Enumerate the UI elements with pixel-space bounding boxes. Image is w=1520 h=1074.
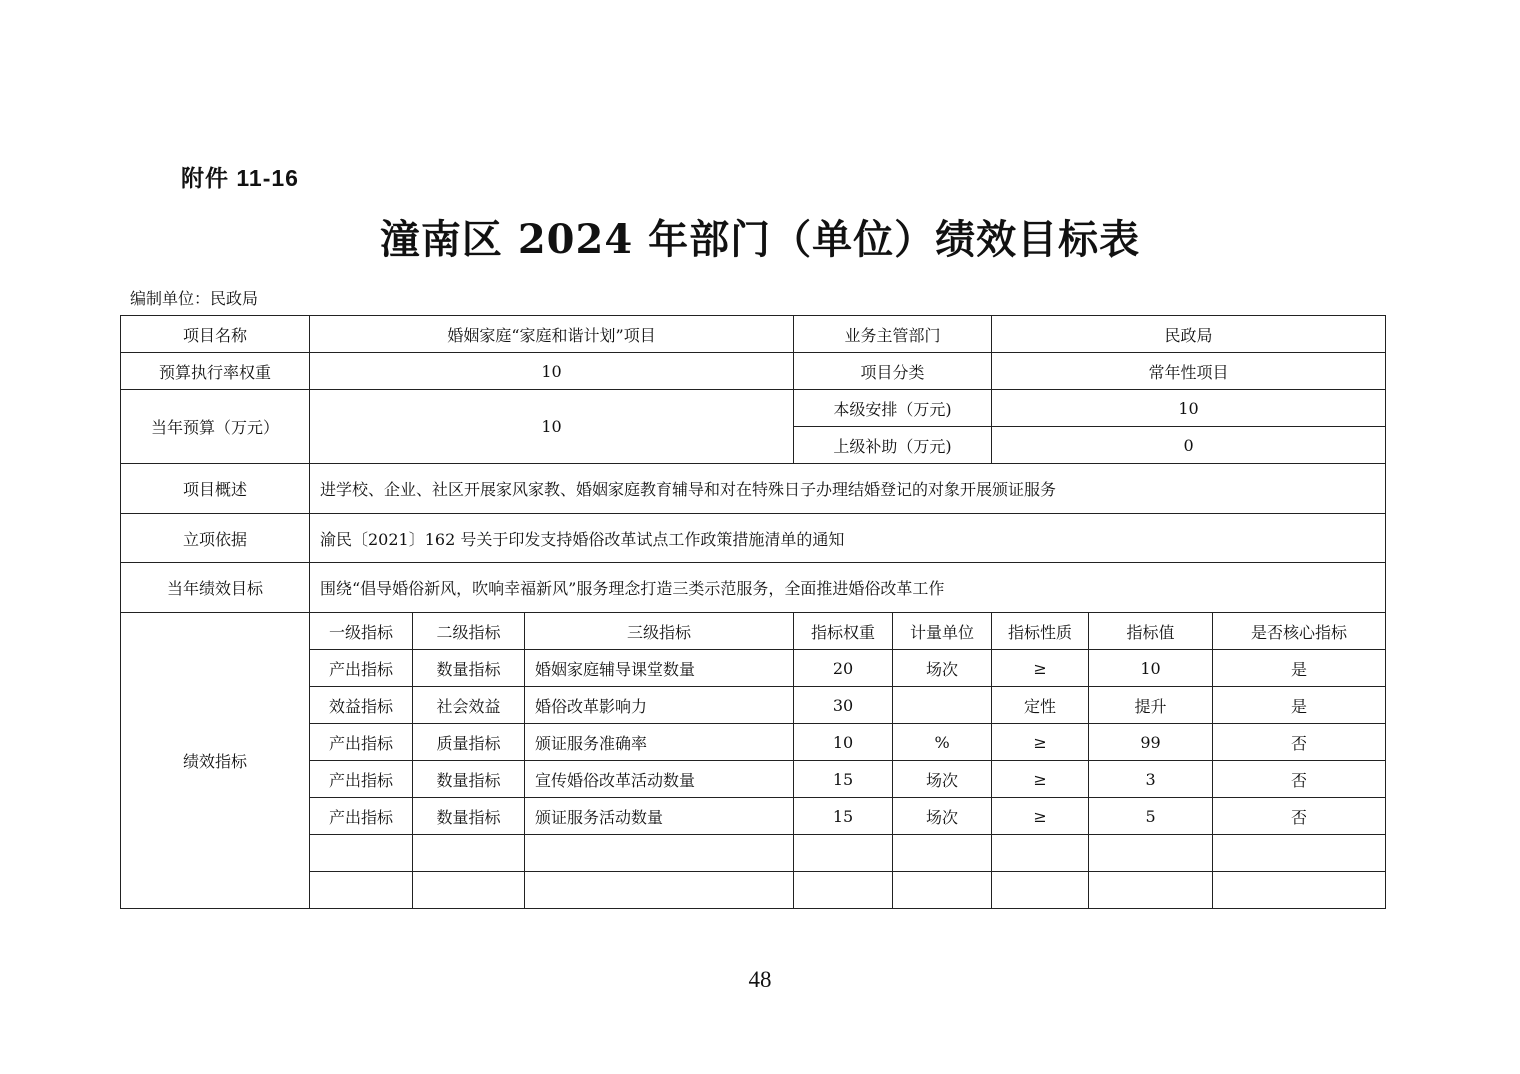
- dept-label: 业务主管部门: [794, 316, 992, 353]
- indicator-row: [121, 724, 1386, 761]
- level1-cell: 产出指标: [310, 798, 413, 835]
- nature-cell: ≥: [992, 761, 1089, 798]
- superior-value: 0: [992, 427, 1386, 464]
- project-name: 婚姻家庭“家庭和谐计划”项目: [310, 316, 794, 353]
- level3-cell: [525, 835, 794, 872]
- indicator-row: [121, 761, 1386, 798]
- indicator-row: [121, 687, 1386, 724]
- basis-label: 立项依据: [121, 514, 310, 563]
- budget-weight-label: 预算执行率权重: [121, 353, 310, 390]
- level3-cell: [525, 872, 794, 909]
- nature-cell: [992, 835, 1089, 872]
- superior-label: 上级补助（万元): [794, 427, 992, 464]
- category-value: 常年性项目: [992, 353, 1386, 390]
- annual-budget-value: 10: [310, 390, 794, 464]
- level3-cell: 婚姻家庭辅导课堂数量: [525, 650, 794, 687]
- value-cell: 提升: [1089, 687, 1213, 724]
- unit-cell: 场次: [893, 650, 992, 687]
- level2-cell: 数量指标: [413, 798, 525, 835]
- row-annual-budget: [121, 390, 1386, 427]
- indicator-header-row: [121, 613, 1386, 650]
- level2-cell: 质量指标: [413, 724, 525, 761]
- page-number: 48: [748, 967, 772, 992]
- level2-cell: 社会效益: [413, 687, 525, 724]
- level1-cell: [310, 872, 413, 909]
- indicator-row: [121, 798, 1386, 835]
- header-level1: 一级指标: [310, 613, 413, 650]
- nature-cell: ≥: [992, 724, 1089, 761]
- row-basis: [121, 514, 1386, 563]
- level1-cell: 产出指标: [310, 761, 413, 798]
- unit-cell: [893, 835, 992, 872]
- local-value: 10: [992, 390, 1386, 427]
- unit-cell: %: [893, 724, 992, 761]
- unit-cell: [893, 687, 992, 724]
- header-level2: 二级指标: [413, 613, 525, 650]
- budget-weight-value: 10: [310, 353, 794, 390]
- indicator-row-empty: [121, 835, 1386, 872]
- level2-cell: 数量指标: [413, 650, 525, 687]
- unit-cell: 场次: [893, 761, 992, 798]
- unit-cell: 场次: [893, 798, 992, 835]
- value-cell: 5: [1089, 798, 1213, 835]
- overview-label: 项目概述: [121, 464, 310, 514]
- nature-cell: ≥: [992, 798, 1089, 835]
- goal-label: 当年绩效目标: [121, 563, 310, 613]
- header-level3: 三级指标: [525, 613, 794, 650]
- weight-cell: [794, 872, 893, 909]
- level2-cell: [413, 872, 525, 909]
- compiling-unit: 编制单位：民政局: [130, 289, 259, 308]
- nature-cell: 定性: [992, 687, 1089, 724]
- value-cell: 99: [1089, 724, 1213, 761]
- weight-cell: [794, 835, 893, 872]
- indicators-section-label: 绩效指标: [121, 613, 310, 909]
- header-core: 是否核心指标: [1213, 613, 1386, 650]
- nature-cell: ≥: [992, 650, 1089, 687]
- level3-cell: 颁证服务准确率: [525, 724, 794, 761]
- core-cell: 否: [1213, 798, 1386, 835]
- header-weight: 指标权重: [794, 613, 893, 650]
- row-budget-weight: [121, 353, 1386, 390]
- dept-value: 民政局: [992, 316, 1386, 353]
- header-value: 指标值: [1089, 613, 1213, 650]
- basis-text: 渝民〔2021〕162 号关于印发支持婚俗改革试点工作政策措施清单的通知: [310, 514, 1386, 563]
- overview-text: 进学校、企业、社区开展家风家教、婚姻家庭教育辅导和对在特殊日子办理结婚登记的对象开展颁证服务: [310, 464, 1386, 514]
- page-title: 潼南区 2024 年部门（单位）绩效目标表: [379, 216, 1141, 263]
- core-cell: 否: [1213, 761, 1386, 798]
- value-cell: 10: [1089, 650, 1213, 687]
- value-cell: [1089, 835, 1213, 872]
- core-cell: [1213, 835, 1386, 872]
- core-cell: 是: [1213, 650, 1386, 687]
- annual-budget-label: 当年预算（万元）: [121, 390, 310, 464]
- value-cell: 3: [1089, 761, 1213, 798]
- project-name-label: 项目名称: [121, 316, 310, 353]
- indicator-row: [121, 650, 1386, 687]
- core-cell: 是: [1213, 687, 1386, 724]
- weight-cell: 20: [794, 650, 893, 687]
- weight-cell: 30: [794, 687, 893, 724]
- level2-cell: 数量指标: [413, 761, 525, 798]
- weight-cell: 10: [794, 724, 893, 761]
- category-label: 项目分类: [794, 353, 992, 390]
- local-label: 本级安排（万元): [794, 390, 992, 427]
- weight-cell: 15: [794, 761, 893, 798]
- level3-cell: 宣传婚俗改革活动数量: [525, 761, 794, 798]
- row-goal: [121, 563, 1386, 613]
- level1-cell: 产出指标: [310, 650, 413, 687]
- core-cell: 否: [1213, 724, 1386, 761]
- goal-text: 围绕“倡导婚俗新风，吹响幸福新风”服务理念打造三类示范服务，全面推进婚俗改革工作: [310, 563, 1386, 613]
- header-nature: 指标性质: [992, 613, 1089, 650]
- performance-table: [120, 315, 1386, 909]
- level3-cell: 颁证服务活动数量: [525, 798, 794, 835]
- unit-cell: [893, 872, 992, 909]
- level1-cell: [310, 835, 413, 872]
- level3-cell: 婚俗改革影响力: [525, 687, 794, 724]
- indicator-row-empty: [121, 872, 1386, 909]
- row-overview: [121, 464, 1386, 514]
- weight-cell: 15: [794, 798, 893, 835]
- row-project-name: [121, 316, 1386, 353]
- nature-cell: [992, 872, 1089, 909]
- level2-cell: [413, 835, 525, 872]
- header-unit: 计量单位: [893, 613, 992, 650]
- level1-cell: 效益指标: [310, 687, 413, 724]
- attachment-label: 附件 11-16: [181, 165, 299, 191]
- level1-cell: 产出指标: [310, 724, 413, 761]
- core-cell: [1213, 872, 1386, 909]
- value-cell: [1089, 872, 1213, 909]
